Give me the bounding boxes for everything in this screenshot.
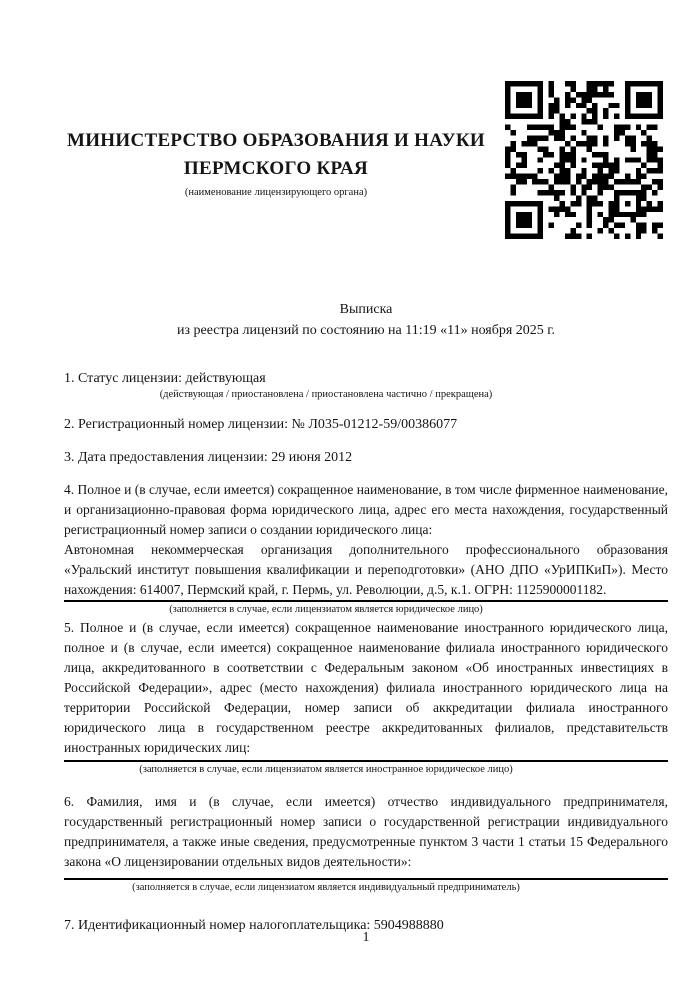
field-divider (64, 760, 668, 762)
license-status-item: 1. Статус лицензии: действующая (64, 371, 266, 386)
foreign-entity-section (64, 618, 668, 776)
legal-entity-caption: (заполняется в случае, если лицензиатом является юридическое лицо) (169, 604, 483, 615)
extract-title: Выписка (339, 302, 393, 317)
licensing-authority-caption: (наименование лицензирующего органа) (184, 187, 368, 198)
registration-number-item: 2. Регистрационный номер лицензии: № Л035-01212-59/00386077 (64, 417, 458, 432)
qr-code-icon (505, 81, 663, 239)
legal-entity-label: 4. Полное и (в случае, если имеется) сокращенное наименование, в том числе фирменное наименование, и организационно-правовая форма юридического лица, адрес его места нахождения, государственный регистрационный номер записи о создании юридического лица: (64, 482, 668, 537)
extract-title-block (64, 299, 668, 341)
taxpayer-number-item: 7. Идентификационный номер налогоплательщика: 5904988880 (64, 918, 444, 933)
document-body (64, 480, 668, 936)
entrepreneur-caption: (заполняется в случае, если лицензиатом является индивидуальный предприниматель) (132, 882, 520, 893)
legal-entity-value: Автономная некоммерческая организация дополнительного профессионального образования «Уральский институт повышения квалификации и переподготовки» (АНО ДПО «УрИПКиП»). Место нахождения: 614007, Пермский край, г. Пермь, ул. Революции, д.5, к.1. ОГРН: 1125900001182. (64, 542, 668, 597)
extract-subtitle: из реестра лицензий по состоянию на 11:19 «11» ноября 2025 г. (177, 323, 555, 338)
ministry-name-line2: ПЕРМСКОГО КРАЯ (183, 158, 369, 179)
field-divider (64, 878, 668, 880)
entrepreneur-label: 6. Фамилия, имя и (в случае, если имеется) отчество индивидуального предпринимателя, государственный регистрационный номер записи о государственной регистрации индивидуального предпринимателя, а также иные сведения, предусмотренные пунктом 3 части 1 статьи 15 Федерального закона «О лицензировании отдельных видов деятельности»: (64, 794, 668, 869)
foreign-entity-label: 5. Полное и (в случае, если имеется) сокращенное наименование иностранного юридического лица, полное и (в случае, если имеется) сокращенное наименование филиала иностранного юридического лица, аккредитованного в соответствии с Федеральным законом «Об иностранных инвестициях в Российской Федерации», адрес (место нахождения) филиала иностранного юридического лица на территории Российской Федерации, номер записи об аккредитации филиала иностранного юридического лица в государственном реестре аккредитованных филиалов, представительств иностранных юридических лиц: (64, 620, 668, 755)
status-variants-caption: (действующая / приостановлена / приостановлена частично / прекращена) (159, 389, 493, 400)
entrepreneur-section (64, 792, 668, 894)
foreign-entity-caption: (заполняется в случае, если лицензиатом является иностранное юридическое лицо) (139, 764, 513, 775)
ministry-header (64, 127, 488, 199)
grant-date-item: 3. Дата предоставления лицензии: 29 июня 2012 (64, 450, 353, 465)
page-number: 1 (362, 930, 370, 945)
ministry-name-line1: МИНИСТЕРСТВО ОБРАЗОВАНИЯ И НАУКИ (66, 130, 486, 151)
legal-entity-section (64, 480, 668, 616)
field-divider (64, 600, 668, 602)
